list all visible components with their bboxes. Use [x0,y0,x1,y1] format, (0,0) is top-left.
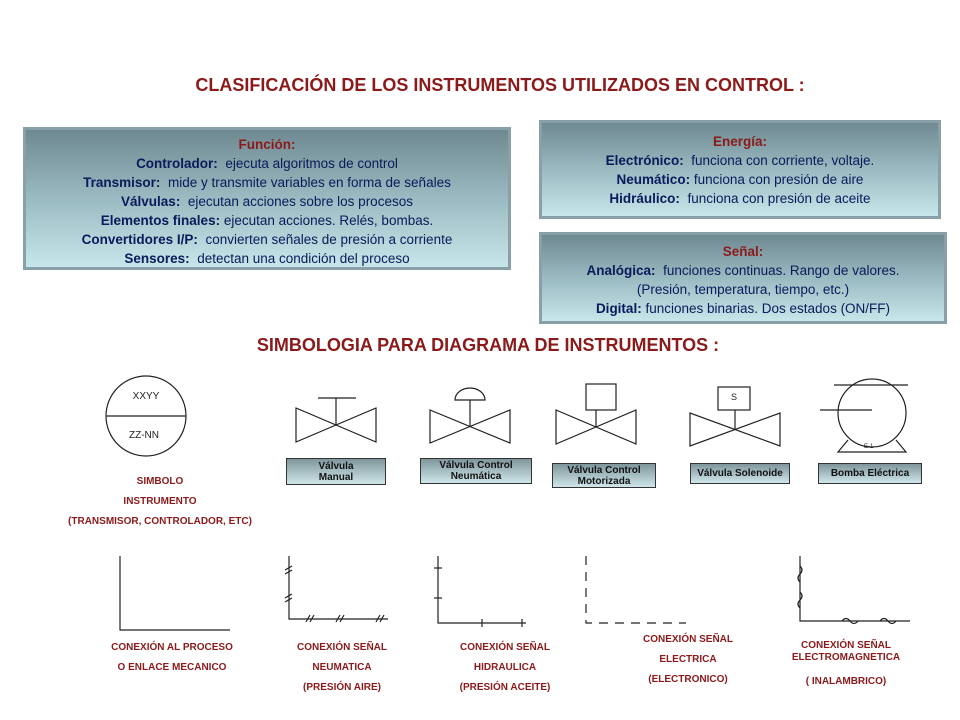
connection-label-pneumatic: CONEXIÓN SEÑAL NEUMATICA (PRESIÓN AIRE) [296,642,387,693]
instrument-caption: SIMBOLO INSTRUMENTO (TRANSMISOR, CONTROLADOR, ETC) [68,476,252,527]
motorized-valve-icon [556,384,636,444]
energia-line: Neumático: funciona con presión de aire [616,172,864,187]
funcion-line: Controlador: ejecuta algoritmos de control [136,156,398,171]
pneumatic-valve-icon [430,388,510,443]
pneumatic-valve-label: Válvula Control Neumática [420,458,532,484]
energia-line: Electrónico: funciona con corriente, voltaje. [605,153,875,168]
funcion-line: Transmisor: mide y transmite variables en forma de señales [83,175,451,190]
connection-label-electromagnetic: CONEXIÓN SEÑAL ELECTROMAGNETICA ( INALAMBRICO) [791,640,901,687]
energia-line: Hidráulico: funciona con presión de aceite [609,191,871,206]
funcion-line: Elementos finales: ejecutan acciones. Relés, bombas. [100,213,434,228]
pump-tag: E-1 [864,444,874,450]
electric-connection-line [586,556,686,623]
funcion-line: Convertidores I/P: convierten señales de presión a corriente [81,232,453,247]
senal-heading: Señal: [722,244,764,259]
connection-label-hydraulic: CONEXIÓN SEÑAL HIDRAULICA (PRESIÓN ACEITE) [459,642,551,693]
funcion-line: Sensores: detectan una condición del proceso [124,251,410,266]
funcion-heading: Función: [238,137,296,152]
motorized-valve-label: Válvula Control Motorizada [552,463,656,488]
senal-line: Digital: funciones binarias. Dos estados (ON/FF) [595,301,891,316]
pneumatic-connection-line [285,556,388,622]
electric-pump-icon [820,379,908,452]
instrument-top-text: XXYY [132,391,160,402]
connection-label-electric: CONEXIÓN SEÑAL ELECTRICA (ELECTRONICO) [642,634,733,685]
page-title: CLASIFICACIÓN DE LOS INSTRUMENTOS UTILIZADOS EN CONTROL : [195,75,805,95]
process-connection-line [120,556,230,630]
electromagnetic-connection-line [798,556,910,624]
funcion-line: Válvulas: ejecutan acciones sobre los procesos [121,194,413,209]
instrument-bottom-text: ZZ-NN [129,430,159,441]
hydraulic-connection-line [434,556,526,627]
manual-valve-icon [296,398,376,442]
energia-heading: Energía: [712,134,767,149]
solenoid-valve-label: Válvula Solenoide [690,463,790,484]
manual-valve-label: Válvula Manual [286,458,386,485]
solenoid-letter: S [730,392,737,402]
electric-pump-label: Bomba Eléctrica [818,463,922,484]
connection-label-process: CONEXIÓN AL PROCESO O ENLACE MECANICO [111,642,233,673]
senal-line: (Presión, temperatura, tiempo, etc.) [636,282,850,297]
symbols-title: SIMBOLOGIA PARA DIAGRAMA DE INSTRUMENTOS : [256,335,720,355]
senal-line: Analógica: funciones continuas. Rango de valores. [586,263,900,278]
